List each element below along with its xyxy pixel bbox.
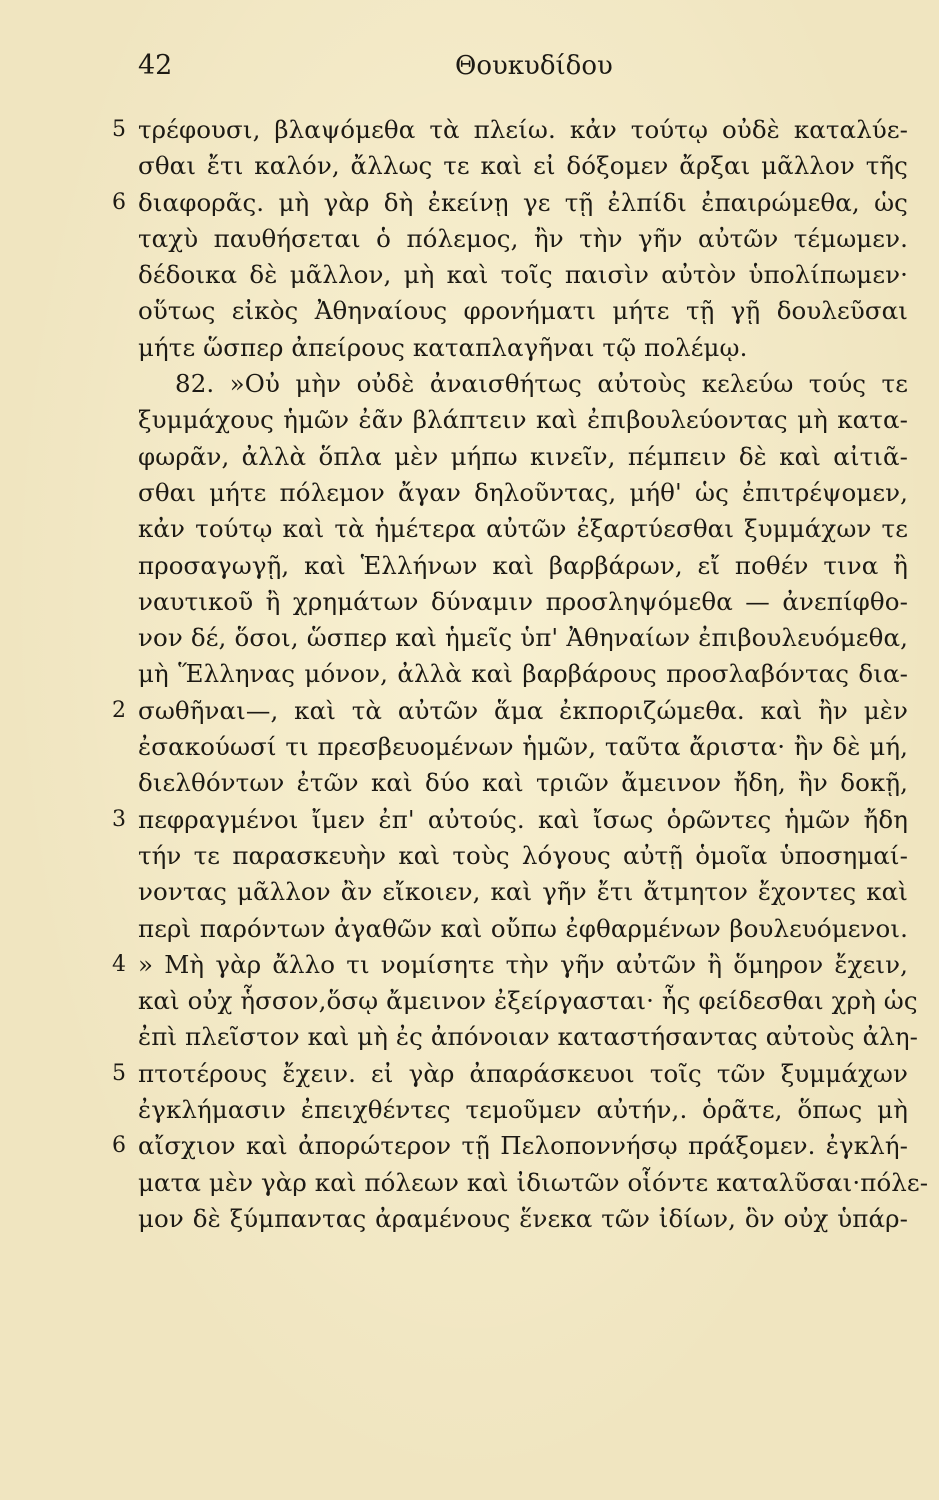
line-text: μον δὲ ξύμπαντας ἀραμένους ἕνεκα τῶν ἰδίων, ὃν οὐχ ὑπάρ- — [138, 1203, 908, 1233]
text-line — [0, 148, 939, 184]
text-line — [0, 1056, 939, 1092]
text-line — [0, 838, 939, 874]
line-text: νοντας μᾶλλον ἂν εἴκοιεν, καὶ γῆν ἔτι ἄτμητον ἔχοντες καὶ — [138, 877, 908, 907]
line-text: 82. »Οὐ μὴν οὐδὲ ἀναισθήτως αὐτοὺς κελεύω τούς τε — [175, 369, 908, 399]
text-line — [0, 874, 939, 910]
line-text: προσαγωγῇ, καὶ Ἑλλήνων καὶ βαρβάρων, εἴ ποθέν τινα ἢ — [138, 550, 908, 580]
text-line — [0, 1201, 939, 1237]
text-line — [0, 1128, 939, 1164]
line-text: σωθῆναι—, καὶ τὰ αὐτῶν ἅμα ἐκποριζώμεθα. καὶ ἢν μὲν — [138, 695, 908, 725]
text-line — [0, 729, 939, 765]
line-text: ξυμμάχους ἡμῶν ἐᾶν βλάπτειν καὶ ἐπιβουλεύοντας μὴ κατα- — [138, 405, 908, 435]
text-line — [0, 584, 939, 620]
line-text: καὶ οὐχ ἧσσον,ὅσῳ ἄμεινον ἐξείργασται· ἧς φείδεσθαι χρὴ ὡς — [138, 986, 918, 1016]
text-line — [0, 548, 939, 584]
line-text: φωρᾶν, ἀλλὰ ὅπλα μὲν μήπω κινεῖν, πέμπειν δὲ καὶ αἰτιᾶ- — [138, 441, 908, 471]
text-line — [0, 765, 939, 801]
line-text: κἀν τούτῳ καὶ τὰ ἡμέτερα αὐτῶν ἐξαρτύεσθαι ξυμμάχων τε — [138, 514, 908, 544]
margin-line-number: 6 — [112, 189, 126, 215]
page-header — [0, 48, 939, 84]
line-text: σθαι μήτε πόλεμον ἄγαν δηλοῦντας, μήθ' ὡς ἐπιτρέψομεν, — [138, 477, 908, 507]
line-text: ἐγκλήμασιν ἐπειχθέντες τεμοῦμεν αὐτήν,. ὁρᾶτε, ὅπως μὴ — [138, 1095, 908, 1125]
line-text: ἐπὶ πλεῖστον καὶ μὴ ἐς ἀπόνοιαν καταστήσαντας αὐτοὺς ἀλη- — [138, 1022, 919, 1052]
line-text: ναυτικοῦ ἢ χρημάτων δύναμιν προσληψόμεθα — ἀνεπίφθο- — [138, 586, 908, 616]
line-text: » Μὴ γὰρ ἄλλο τι νομίσητε τὴν γῆν αὐτῶν ἢ ὅμηρον ἔχειν, — [138, 949, 908, 979]
line-text: διελθόντων ἐτῶν καὶ δύο καὶ τριῶν ἄμεινον ἤδη, ἢν δοκῇ, — [138, 768, 908, 798]
margin-line-number: 5 — [112, 1060, 126, 1086]
text-line — [0, 911, 939, 947]
line-text: αἴσχιον καὶ ἀπορώτερον τῇ Πελοποννήσῳ πράξομεν. ἐγκλή- — [138, 1131, 908, 1161]
line-text: πτοτέρους ἔχειν. εἰ γὰρ ἀπαράσκευοι τοῖς τῶν ξυμμάχων — [138, 1058, 908, 1088]
line-text: πεφραγμένοι ἴμεν ἐπ' αὐτούς. καὶ ἴσως ὁρῶντες ἡμῶν ἤδη — [138, 804, 908, 834]
text-line — [0, 983, 939, 1019]
line-text: διαφορᾶς. μὴ γὰρ δὴ ἐκείνῃ γε τῇ ἐλπίδι ἐπαιρώμεθα, ὡς — [138, 187, 908, 217]
text-line — [0, 620, 939, 656]
margin-line-number: 5 — [112, 117, 126, 142]
line-text: σθαι ἔτι καλόν, ἄλλως τε καὶ εἰ δόξομεν ἄρξαι μᾶλλον τῆς — [138, 151, 908, 181]
line-text: περὶ παρόντων ἀγαθῶν καὶ οὔπω ἐφθαρμένων βουλευόμενοι. — [138, 913, 908, 943]
text-line — [0, 656, 939, 692]
text-line — [0, 185, 939, 221]
margin-line-number: 3 — [112, 806, 126, 832]
page-number: 42 — [138, 50, 173, 81]
text-line — [0, 1019, 939, 1055]
text-line — [0, 366, 939, 402]
margin-line-number: 4 — [112, 951, 126, 977]
text-line — [0, 402, 939, 438]
text-line — [0, 330, 939, 366]
margin-line-number: 2 — [112, 697, 126, 723]
text-line — [0, 293, 939, 329]
line-text: ἐσακούωσί τι πρεσβευομένων ἡμῶν, ταῦτα ἄριστα· ἢν δὲ μή, — [138, 732, 908, 762]
line-text: ματα μὲν γὰρ καὶ πόλεων καὶ ἰδιωτῶν οἷόντε καταλῦσαι·πόλε- — [138, 1167, 929, 1197]
text-line — [0, 221, 939, 257]
text-line — [0, 947, 939, 983]
margin-line-number: 6 — [112, 1133, 126, 1159]
line-text: μήτε ὥσπερ ἀπείρους καταπλαγῆναι τῷ πολέμῳ. — [138, 332, 748, 362]
text-line — [0, 475, 939, 511]
text-line — [0, 1092, 939, 1128]
line-text: τρέφουσι, βλαψόμεθα τὰ πλείω. κἀν τούτῳ οὐδὲ καταλύε- — [138, 115, 908, 144]
line-text: ταχὺ παυθήσεται ὁ πόλεμος, ἢν τὴν γῆν αὐτῶν τέμωμεν. — [138, 223, 908, 253]
text-line — [0, 257, 939, 293]
text-line — [0, 439, 939, 475]
line-text: μὴ Ἕλληνας μόνον, ἀλλὰ καὶ βαρβάρους προσλαβόντας δια- — [138, 659, 908, 689]
main-text — [0, 112, 939, 1237]
line-text: τήν τε παρασκευὴν καὶ τοὺς λόγους αὐτῇ ὁμοῖα ὑποσημαί- — [138, 840, 908, 870]
line-text: οὕτως εἰκὸς Ἀθηναίους φρονήματι μήτε τῇ γῇ δουλεῦσαι — [138, 296, 908, 326]
text-line — [0, 112, 939, 148]
text-line — [0, 1165, 939, 1201]
running-title: Θουκυδίδου — [455, 51, 613, 81]
text-line — [0, 693, 939, 729]
line-text: νον δέ, ὅσοι, ὥσπερ καὶ ἡμεῖς ὑπ' Ἀθηναίων ἐπιβουλευόμεθα, — [138, 623, 908, 653]
text-line — [0, 802, 939, 838]
text-line — [0, 511, 939, 547]
line-text: δέδοικα δὲ μᾶλλον, μὴ καὶ τοῖς παισὶν αὐτὸν ὑπολίπωμεν· — [138, 260, 908, 290]
